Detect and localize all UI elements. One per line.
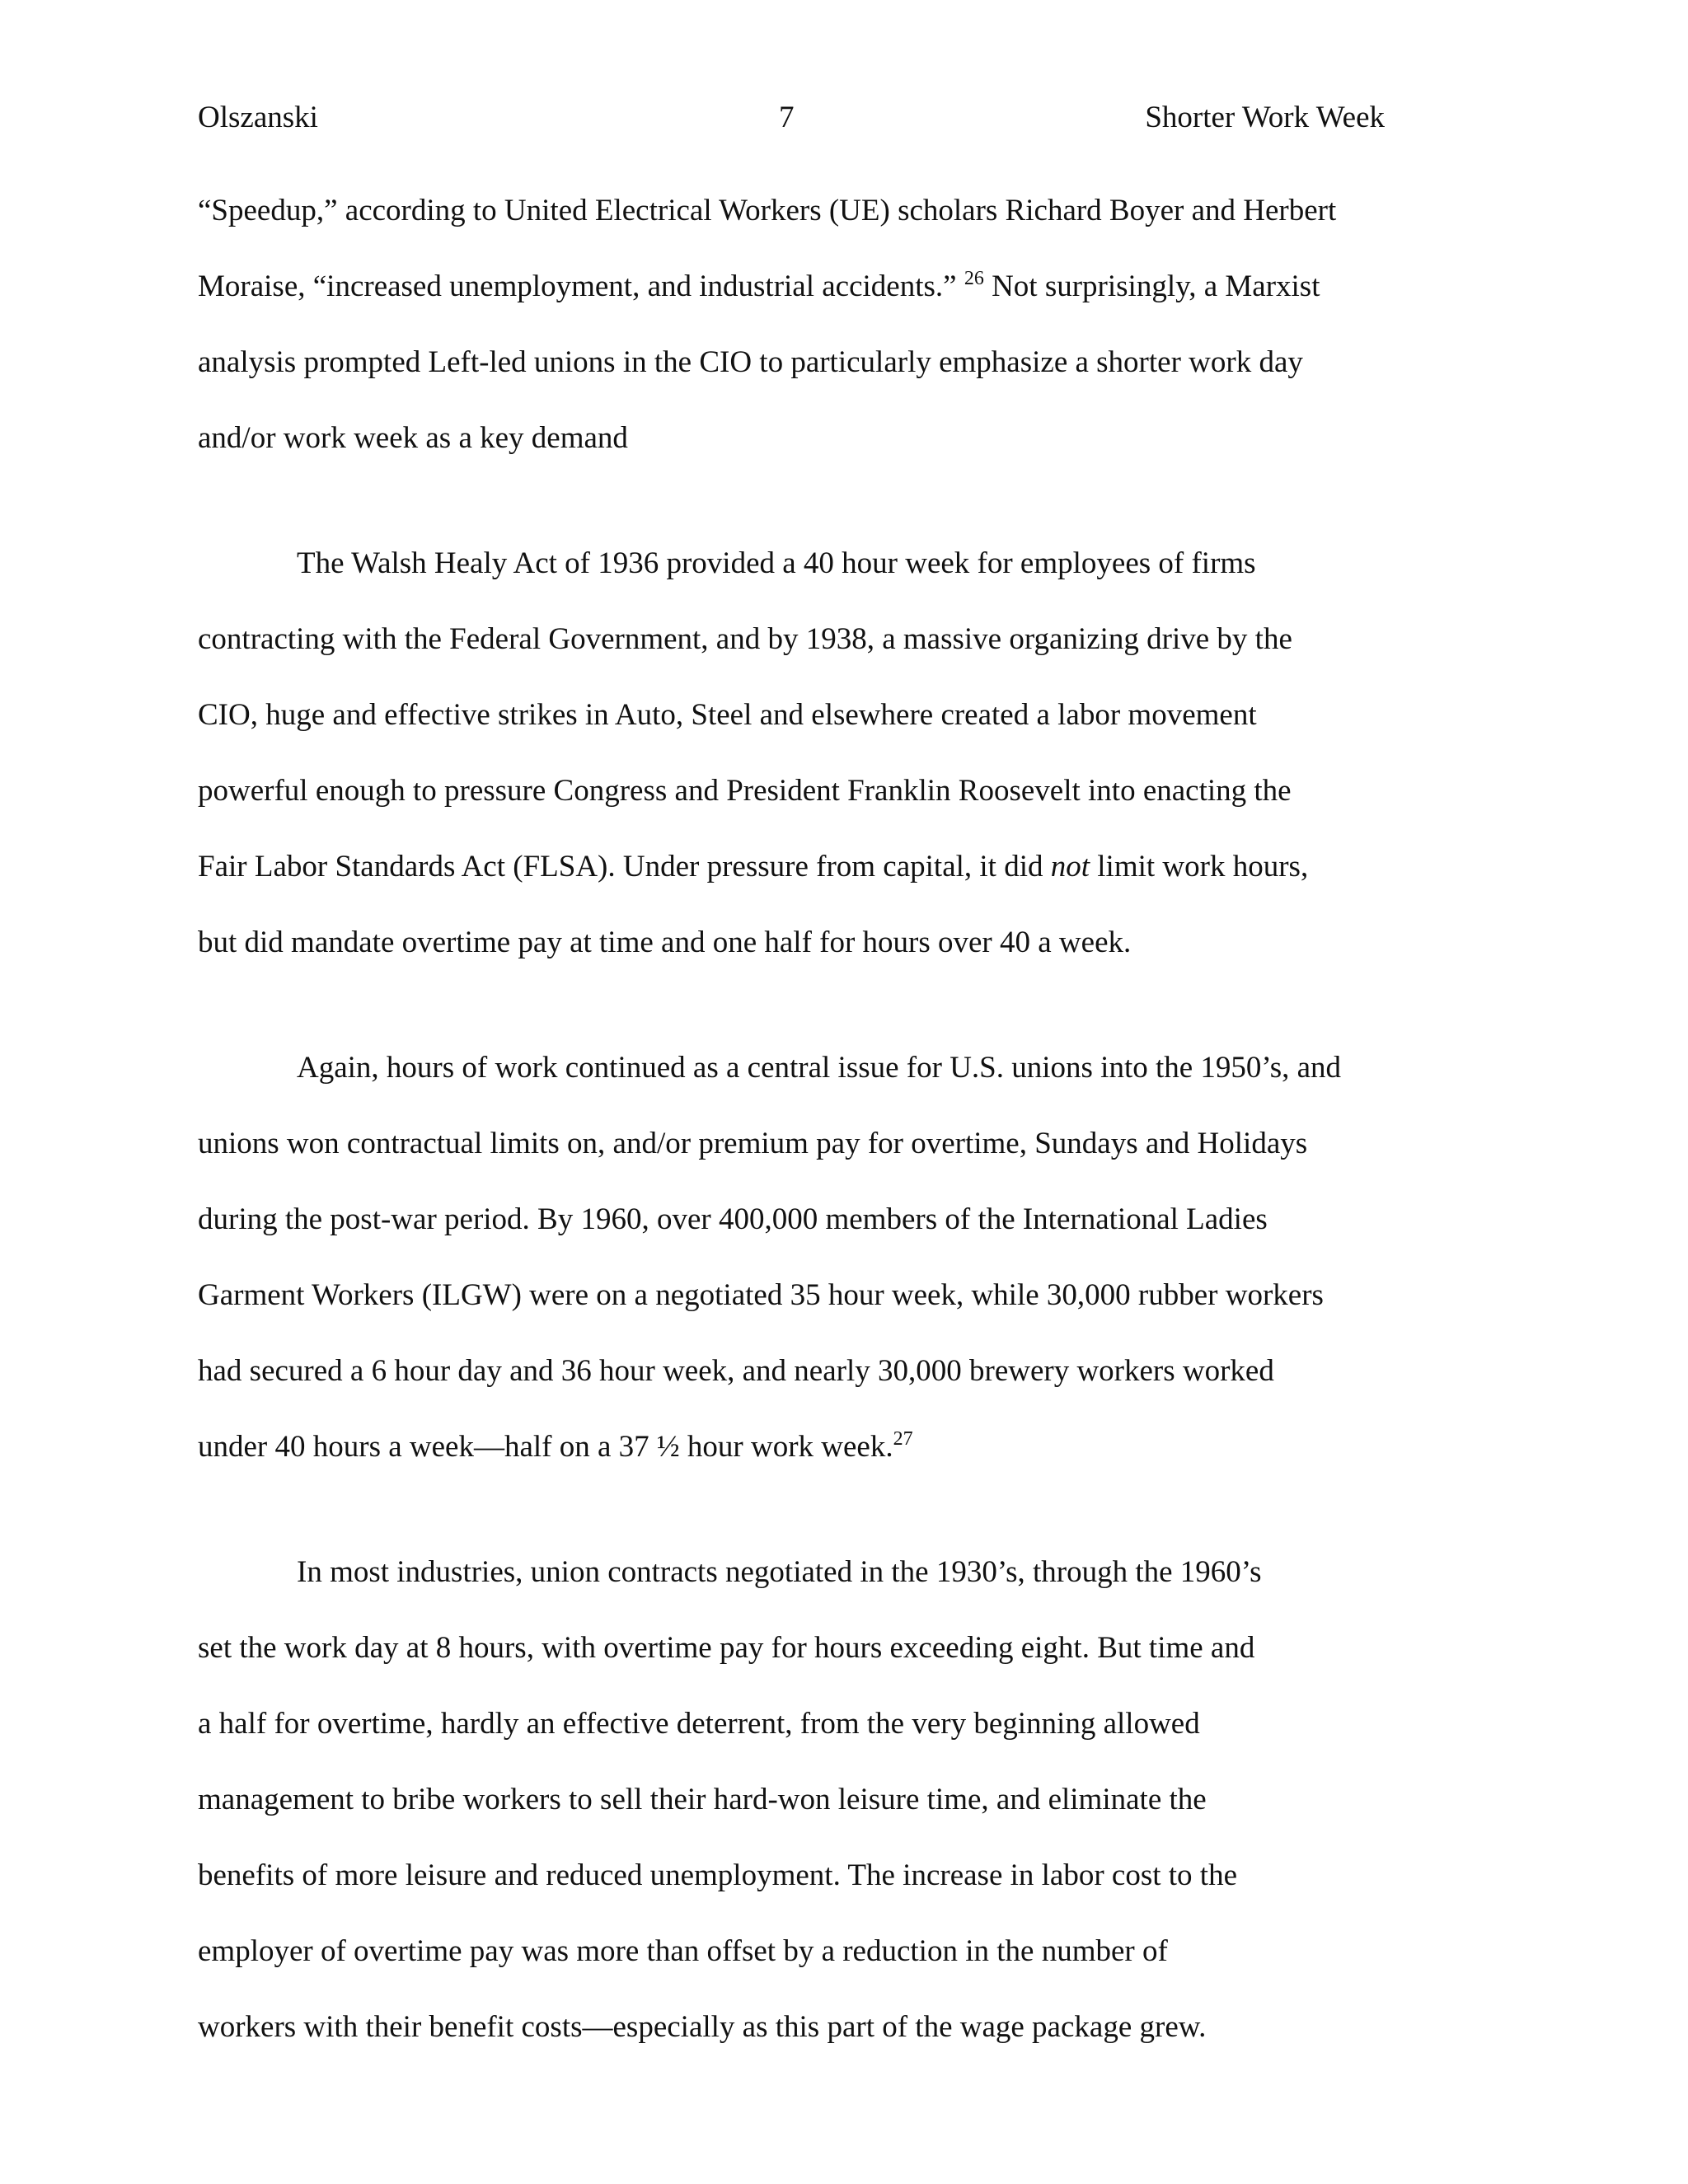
text-line: workers with their benefit costs—especially as this part of the wage package grew. [198, 2010, 1207, 2044]
text-segment: In most industries, union contracts negotiated in the 1930’s, through the 1960’s [297, 1555, 1262, 1589]
text-line [198, 1030, 1418, 1106]
paragraph-2 [198, 526, 1418, 981]
text-line: unions won contractual limits on, and/or premium pay for overtime, Sundays and Holidays [198, 1127, 1308, 1160]
text-line: had secured a 6 hour day and 36 hour week, and nearly 30,000 brewery workers worked [198, 1354, 1274, 1388]
text-segment: The Walsh Healy Act of 1936 provided a 40 hour week for employees of firms [297, 546, 1256, 580]
text-line: and/or work week as a key demand [198, 421, 628, 455]
text-segment: limit work hours, [1090, 850, 1309, 883]
text-line: “Speedup,” according to United Electrical Workers (UE) scholars Richard Boyer and Herbert [198, 194, 1337, 227]
text-segment: under 40 hours a week—half on a 37 ½ hour work week. [198, 1430, 893, 1464]
text-line: benefits of more leisure and reduced unemployment. The increase in labor cost to the [198, 1858, 1237, 1892]
text-line [198, 526, 1418, 602]
emphasis-text: not [1050, 850, 1090, 883]
text-line: powerful enough to pressure Congress and President Franklin Roosevelt into enacting the [198, 774, 1292, 808]
text-line: a half for overtime, hardly an effective deterrent, from the very beginning allowed [198, 1707, 1200, 1741]
text-segment: Moraise, “increased unemployment, and industrial accidents.” [198, 269, 957, 303]
text-line: analysis prompted Left-led unions in the CIO to particularly emphasize a shorter work day [198, 345, 1303, 379]
footnote-ref-27[interactable]: 27 [893, 1428, 913, 1450]
text-segment: Not surprisingly, a Marxist [983, 269, 1320, 303]
text-line [198, 249, 1418, 325]
body-text [198, 173, 1418, 2065]
text-line: employer of overtime pay was more than offset by a reduction in the number of [198, 1934, 1168, 1968]
text-line: Garment Workers (ILGW) were on a negotiated 35 hour week, while 30,000 rubber workers [198, 1278, 1324, 1312]
page-header [198, 97, 1385, 138]
text-line: set the work day at 8 hours, with overtime pay for hours exceeding eight. But time and [198, 1631, 1255, 1665]
text-line: management to bribe workers to sell their hard-won leisure time, and eliminate the [198, 1783, 1207, 1816]
header-author: Olszanski [198, 101, 318, 134]
text-line: CIO, huge and effective strikes in Auto, Steel and elsewhere created a labor movement [198, 698, 1257, 732]
header-running-title: Shorter Work Week [1145, 101, 1385, 134]
text-line: contracting with the Federal Government, and by 1938, a massive organizing drive by the [198, 622, 1292, 656]
text-segment: Again, hours of work continued as a central issue for U.S. unions into the 1950’s, and [297, 1051, 1342, 1085]
text-line [198, 829, 1418, 905]
text-line: but did mandate overtime pay at time and one half for hours over 40 a week. [198, 926, 1132, 959]
text-line [198, 1535, 1418, 1610]
paragraph-4 [198, 1535, 1418, 2065]
paragraph-3 [198, 1030, 1418, 1485]
header-page-number: 7 [779, 101, 795, 134]
text-segment: Fair Labor Standards Act (FLSA). Under pressure from capital, it did [198, 850, 1051, 883]
footnote-ref-26[interactable]: 26 [964, 268, 984, 289]
paragraph-1 [198, 173, 1418, 476]
text-line: during the post-war period. By 1960, over 400,000 members of the International Ladies [198, 1202, 1268, 1236]
text-line [198, 1409, 1418, 1485]
